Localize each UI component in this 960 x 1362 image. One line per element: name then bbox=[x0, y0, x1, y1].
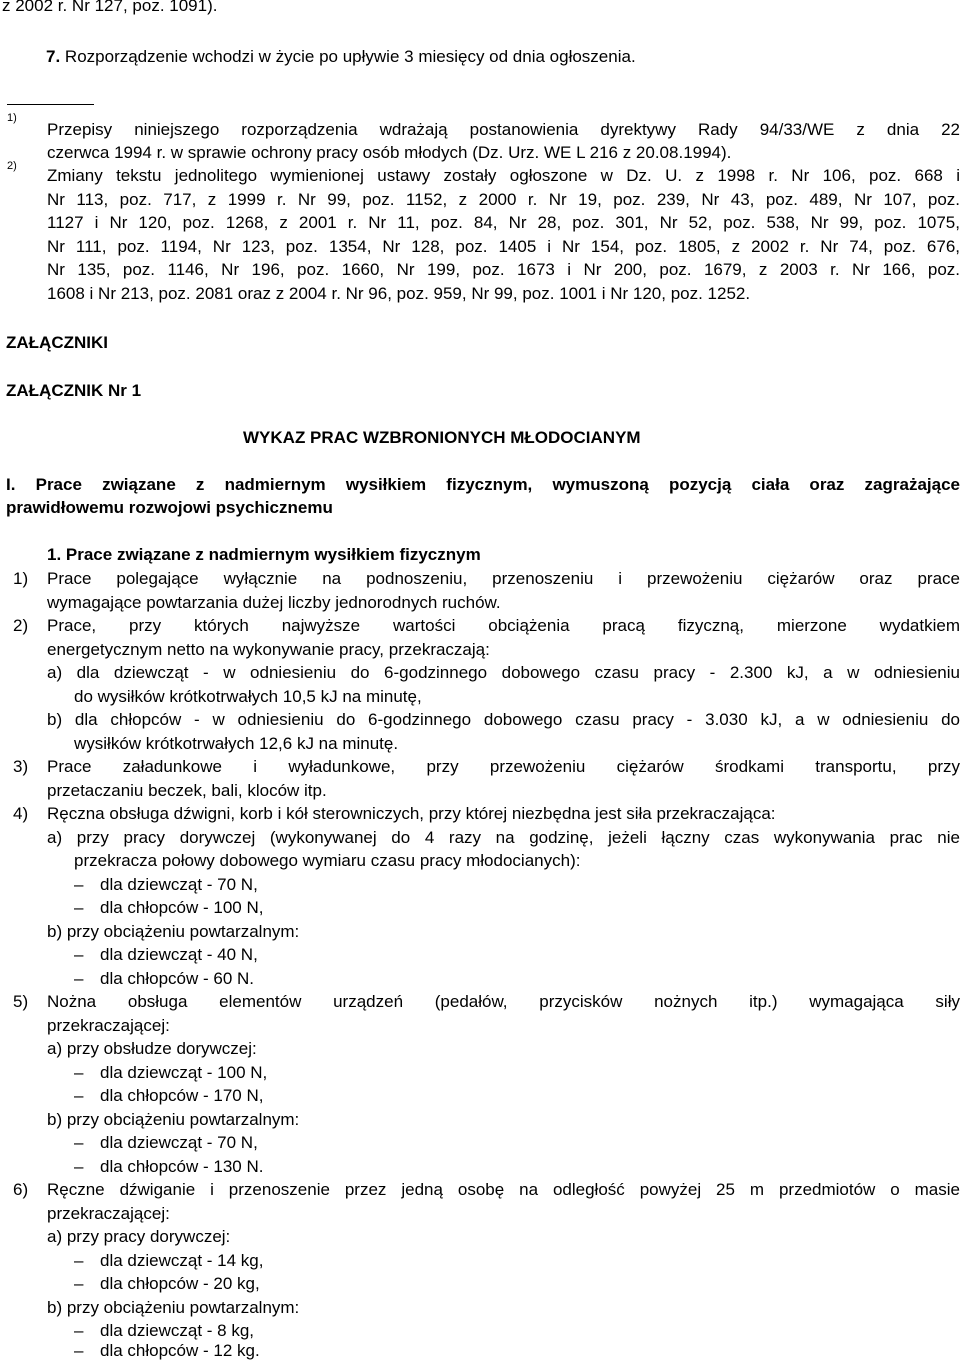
item-5-number: 5) bbox=[13, 992, 29, 1011]
top-fragment: z 2002 r. Nr 127, poz. 1091). bbox=[2, 0, 218, 15]
dash-marker: – bbox=[74, 1274, 84, 1293]
footnote-1-line-1: Przepisy niniejszego rozporządzenia wdrażają postanowienia dyrektywy Rady 94/33/WE z dnia 22 bbox=[47, 120, 960, 139]
attachments-heading: ZAŁĄCZNIKI bbox=[6, 333, 108, 352]
dash-marker: – bbox=[74, 969, 84, 988]
item-5a-dash-1 bbox=[74, 1061, 267, 1084]
item-4a-line-2: przekracza połowy dobowego wymiaru czasu pracy młodocianych): bbox=[74, 851, 581, 870]
item-2-number: 2) bbox=[13, 616, 29, 635]
dash-marker: – bbox=[74, 1341, 84, 1360]
footnote-marker-2: 2) bbox=[7, 160, 17, 172]
dash-marker: – bbox=[74, 875, 84, 894]
item-3-line-1: Prace załadunkowe i wyładunkowe, przy przewożeniu ciężarów środkami transportu, przy bbox=[47, 757, 960, 776]
item-6a-dash-1 bbox=[74, 1249, 263, 1272]
dash-marker: – bbox=[74, 1086, 84, 1105]
item-1-number: 1) bbox=[13, 569, 29, 588]
item-6b-dash-2 bbox=[74, 1339, 260, 1362]
dash-marker: – bbox=[74, 945, 84, 964]
section-1-line-1: I. Prace związane z nadmiernym wysiłkiem fizycznym, wymuszoną pozycją ciała oraz zagrażające bbox=[6, 475, 960, 494]
item-4b-dash-2 bbox=[74, 967, 254, 990]
section-1-line-2: prawidłowemu rozwojowi psychicznemu bbox=[6, 498, 333, 517]
list-item: dla chłopców - 12 kg. bbox=[100, 1341, 260, 1360]
item-4a-dash-2 bbox=[74, 896, 263, 919]
footnote-1-line-2: czerwca 1994 r. w sprawie ochrony pracy osób młodych (Dz. Urz. WE L 216 z 20.08.1994). bbox=[47, 143, 732, 162]
dash-marker: – bbox=[74, 1251, 84, 1270]
list-item: dla dziewcząt - 40 N, bbox=[100, 945, 258, 964]
item-6a-line-1: a) przy pracy dorywczej: bbox=[47, 1227, 231, 1246]
item-5b-dash-1 bbox=[74, 1131, 258, 1154]
list-item: dla chłopców - 20 kg, bbox=[100, 1274, 260, 1293]
item-6b-line-1: b) przy obciążeniu powtarzalnym: bbox=[47, 1298, 300, 1317]
item-6-number: 6) bbox=[13, 1180, 29, 1199]
list-item: dla chłopców - 130 N. bbox=[100, 1157, 264, 1176]
item-6-line-2: przekraczającej: bbox=[47, 1204, 170, 1223]
dash-marker: – bbox=[74, 898, 84, 917]
item-2-line-1: Prace, przy których najwyższe wartości obciążenia pracą fizyczną, mierzone wydatkiem bbox=[47, 616, 960, 635]
item-6a-dash-2 bbox=[74, 1272, 260, 1295]
paragraph-7 bbox=[46, 45, 636, 68]
item-5-line-2: przekraczającej: bbox=[47, 1016, 170, 1035]
dash-marker: – bbox=[74, 1063, 84, 1082]
footnote-2-line-6: 1608 i Nr 213, poz. 2081 oraz z 2004 r. Nr 96, poz. 959, Nr 99, poz. 1001 i Nr 120, poz. 1252. bbox=[47, 284, 751, 303]
item-4b-line-1: b) przy obciążeniu powtarzalnym: bbox=[47, 922, 300, 941]
footnote-2-line-4: Nr 111, poz. 1194, Nr 123, poz. 1354, Nr 128, poz. 1405 i Nr 154, poz. 1805, z 2002 r. Nr 74, poz. 676, bbox=[47, 237, 960, 256]
footnote-2-line-1: Zmiany tekstu jednolitego wymienionej ustawy zostały ogłoszone w Dz. U. z 1998 r. Nr 106, poz. 668 i bbox=[47, 166, 960, 185]
item-4a-dash-1 bbox=[74, 873, 258, 896]
item-5b-dash-2 bbox=[74, 1155, 263, 1178]
list-item: dla chłopców - 170 N, bbox=[100, 1086, 264, 1105]
item-6-line-1: Ręczne dźwiganie i przenoszenie przez jedną osobę na odległość powyżej 25 m przedmiotów o masie bbox=[47, 1180, 960, 1199]
footnote-2-line-2: Nr 113, poz. 717, z 1999 r. Nr 99, poz. 1152, z 2000 r. Nr 19, poz. 239, Nr 43, poz. 489, Nr 107, poz. bbox=[47, 190, 960, 209]
list-item: dla dziewcząt - 70 N, bbox=[100, 1133, 258, 1152]
item-4-number: 4) bbox=[13, 804, 29, 823]
item-2b-line-2: wysiłków krótkotrwałych 12,6 kJ na minutę. bbox=[74, 734, 399, 753]
item-4-line-1: Ręczna obsługa dźwigni, korb i kół sterowniczych, przy której niezbędna jest siła przekraczająca: bbox=[47, 804, 776, 823]
item-2a-line-2: do wysiłków krótkotrwałych 10,5 kJ na minutę, bbox=[74, 687, 422, 706]
subsection-1-title: 1. Prace związane z nadmiernym wysiłkiem fizycznym bbox=[47, 545, 481, 564]
paragraph-number: 7. bbox=[46, 47, 61, 66]
footnote-separator bbox=[7, 104, 94, 105]
list-item: dla chłopców - 100 N, bbox=[100, 898, 264, 917]
footnote-2-line-5: Nr 135, poz. 1146, Nr 196, poz. 1660, Nr 199, poz. 1673 i Nr 200, poz. 1679, z 2003 r. Nr 166, poz. bbox=[47, 260, 960, 279]
item-2a-line-1: a) dla dziewcząt - w odniesieniu do 6-godzinnego dobowego czasu pracy - 2.300 kJ, a w odniesieniu bbox=[47, 663, 960, 682]
dash-marker: – bbox=[74, 1321, 84, 1340]
dash-marker: – bbox=[74, 1157, 84, 1176]
list-item: dla dziewcząt - 70 N, bbox=[100, 875, 258, 894]
list-item: dla dziewcząt - 14 kg, bbox=[100, 1251, 264, 1270]
list-item: dla dziewcząt - 8 kg, bbox=[100, 1321, 255, 1340]
paragraph-text: Rozporządzenie wchodzi w życie po upływie 3 miesięcy od dnia ogłoszenia. bbox=[64, 47, 636, 66]
attachment-1-heading: ZAŁĄCZNIK Nr 1 bbox=[6, 381, 142, 400]
footnote-2-line-3: 1127 i Nr 120, poz. 1268, z 2001 r. Nr 11, poz. 84, Nr 28, poz. 301, Nr 52, poz. 538, Nr 99, poz. 1075, bbox=[47, 213, 960, 232]
dash-marker: – bbox=[74, 1133, 84, 1152]
item-2b-line-1: b) dla chłopców - w odniesieniu do 6-godzinnego dobowego czasu pracy - 3.030 kJ, a w odniesieniu do bbox=[47, 710, 960, 729]
item-2-line-2: energetycznym netto na wykonywanie pracy, przekraczają: bbox=[47, 640, 490, 659]
item-5b-line-1: b) przy obciążeniu powtarzalnym: bbox=[47, 1110, 300, 1129]
footnote-marker-1: 1) bbox=[7, 112, 17, 124]
item-4a-line-1: a) przy pracy dorywczej (wykonywanej do 4 razy na godzinę, jeżeli łączny czas wykonywania prac nie bbox=[47, 828, 960, 847]
list-title: WYKAZ PRAC WZBRONIONYCH MŁODOCIANYM bbox=[243, 428, 641, 447]
item-4b-dash-1 bbox=[74, 943, 258, 966]
list-item: dla dziewcząt - 100 N, bbox=[100, 1063, 268, 1082]
item-1-line-2: wymagające powtarzania dużej liczby jednorodnych ruchów. bbox=[47, 593, 501, 612]
item-5-line-1: Nożna obsługa elementów urządzeń (pedałów, przycisków nożnych itp.) wymagająca siły bbox=[47, 992, 960, 1011]
item-3-line-2: przetaczaniu beczek, bali, kloców itp. bbox=[47, 781, 327, 800]
item-5a-line-1: a) przy obsłudze dorywczej: bbox=[47, 1039, 257, 1058]
item-5a-dash-2 bbox=[74, 1084, 263, 1107]
item-1-line-1: Prace polegające wyłącznie na podnoszeniu, przenoszeniu i przewożeniu ciężarów oraz prace bbox=[47, 569, 960, 588]
list-item: dla chłopców - 60 N. bbox=[100, 969, 255, 988]
item-3-number: 3) bbox=[13, 757, 29, 776]
